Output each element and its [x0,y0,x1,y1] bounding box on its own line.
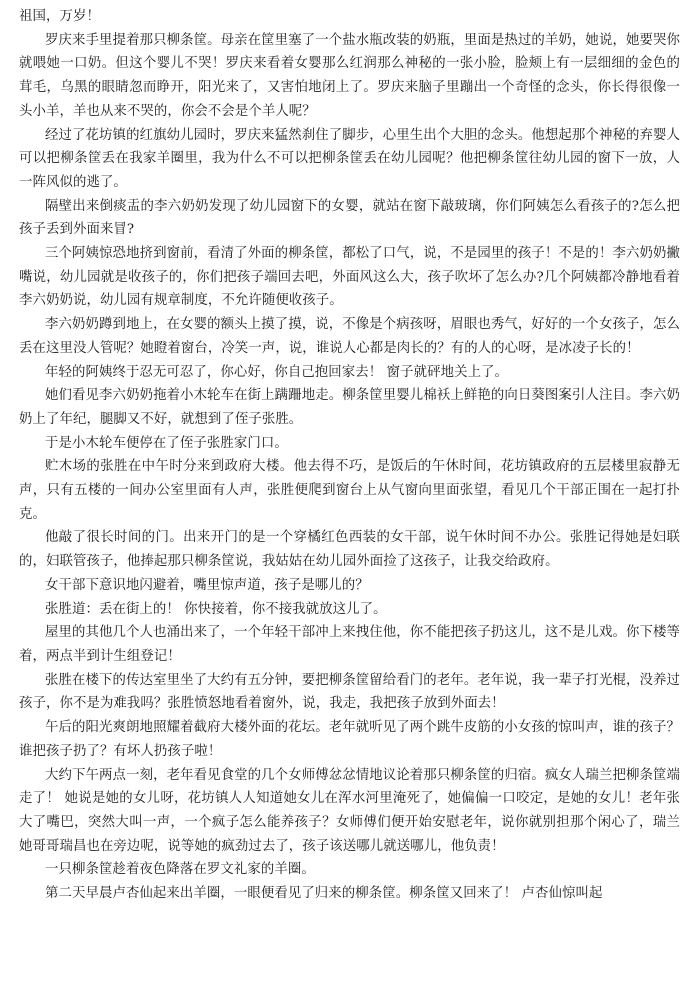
paragraph: 李六奶奶蹲到地上，在女婴的额头上摸了摸，说，不像是个病孩呀，眉眼也秀气，好好的一个女孩子，怎么丢在这里没人管呢？她瞪着窗台，冷笑一声，说，谁说人心都是肉长的？有的人的心呀，是冰凌子长的！ [19,317,680,356]
paragraph: 经过了花坊镇的红旗幼儿园时，罗庆来猛然刹住了脚步，心里生出个大胆的念头。他想起那个神秘的弃婴人可以把柳条筐丢在我家羊圈里，我为什么不可以把柳条筐丢在幼儿园呢？他把柳条筐往幼儿园的窗下一放，人一阵风似的逃了。 [19,127,680,190]
paragraph: 罗庆来手里提着那只柳条筐。母亲在筐里塞了一个盐水瓶改装的奶瓶，里面是热过的羊奶，她说，她要哭你就喂她一口奶。但这个婴儿不哭！罗庆来看着女婴那么红润那么神秘的一张小脸，脸颊上有一层细细的金色的茸毛，乌黑的眼睛忽而睁开，阳光来了，又害怕地闭上了。罗庆来脑子里蹦出一个奇怪的念头，你长得很像一头小羊，羊也从来不哭的，你会不会是个羊人呢？ [19,32,680,119]
paragraph: 于是小木轮车便停在了侄子张胜家门口。 [45,435,288,451]
paragraph: 屋里的其他几个人也涌出来了，一个年轻干部冲上来拽住他，你不能把孩子扔这儿，这不是儿戏。你下楼等着，两点半到计生组登记！ [19,625,680,664]
paragraph: 隔壁出来倒痰盂的李六奶奶发现了幼儿园窗下的女婴，就站在窗下敲玻璃，你们阿姨怎么看孩子的?怎么把孩子丢到外面来冒? [19,198,680,238]
paragraph: 张胜在楼下的传达室里坐了大约有五分钟，要把柳条筐留给看门的老年。老年说，我一辈子打光棍，没养过孩子，你不是为难我吗？张胜愤怒地看着窗外，说，我走，我把孩子放到外面去！ [19,672,680,712]
paragraph: 张胜道：丢在街上的！ 你快接着，你不接我就放这儿了。 [45,601,387,617]
paragraph: 他敲了很长时间的门。出来开门的是一个穿橘红色西装的女干部，说午休时间不办公。张胜记得她是妇联的，妇联管孩子，他捧起那只柳条筐说，我姑姑在幼儿园外面捡了这孩子，让我交给政府。 [19,530,680,570]
paragraph: 大约下午两点一刻，老年看见食堂的几个女师傅忿忿情地议论着那只柳条筐的归宿。疯女人瑞兰把柳条筐端走了！ 她说是她的女儿呀，花坊镇人人知道她女儿在浑水河里淹死了，她偏偏一口咬定，是她的女儿！老年张大了嘴巴，突然大叫一声，一个疯子怎么能养孩子？女师傅们便开始安慰老年，说你就别担那个闲心了，瑞兰她哥哥瑞昌也在旁边呢，说等她的疯劲过去了，孩子该送哪儿就送哪儿，他负责！ [19,767,680,854]
paragraph: 贮木场的张胜在中午时分来到政府大楼。他去得不巧，是饭后的午休时间，花坊镇政府的五层楼里寂静无声，只有五楼的一间办公室里面有人声，张胜便爬到窗台上从气窗向里面张望，看见几个干部正围在一起打扑克。 [19,459,680,522]
paragraph: 她们看见李六奶奶拖着小木轮车在街上蹒跚地走。柳条筐里婴儿棉袄上鲜艳的向日葵图案引人注目。李六奶奶上了年纪，腿脚又不好，就想到了侄子张胜。 [19,388,680,427]
paragraph: 午后的阳光爽朗地照耀着截府大楼外面的花坛。老年就听见了两个跳牛皮筋的小女孩的惊叫声，谁的孩子？谁把孩子扔了？有坏人扔孩子啦！ [19,720,680,759]
paragraph: 女干部下意识地闪避着，嘴里惊声道，孩子是哪儿的？ [45,577,369,593]
paragraph: 三个阿姨惊恐地挤到窗前，看清了外面的柳条筐，都松了口气，说，不是园里的孩子！不是的！李六奶奶撇嘴说，幼儿园就是收孩子的，你们把孩子端回去吧，外面风这么大，孩子吹坏了怎么办?几个阿姨都冷静地看着李六奶奶说，幼儿园有规章制度，不允许随便收孩子。 [19,246,680,309]
paragraph: 祖国，万岁！ [19,9,100,24]
paragraph: 一只柳条筐趁着夜色降落在罗文礼家的羊圈。 [45,862,315,878]
paragraph: 年轻的阿姨终于忍无可忍了，你心好，你自己抱回家去！ 窗子就砰地关上了。 [45,364,509,380]
paragraph: 第二天早晨卢杏仙起来出羊圈，一眼便看见了归来的柳条筐。柳条筐又回来了！ 卢杏仙惊叫起 [45,886,603,902]
